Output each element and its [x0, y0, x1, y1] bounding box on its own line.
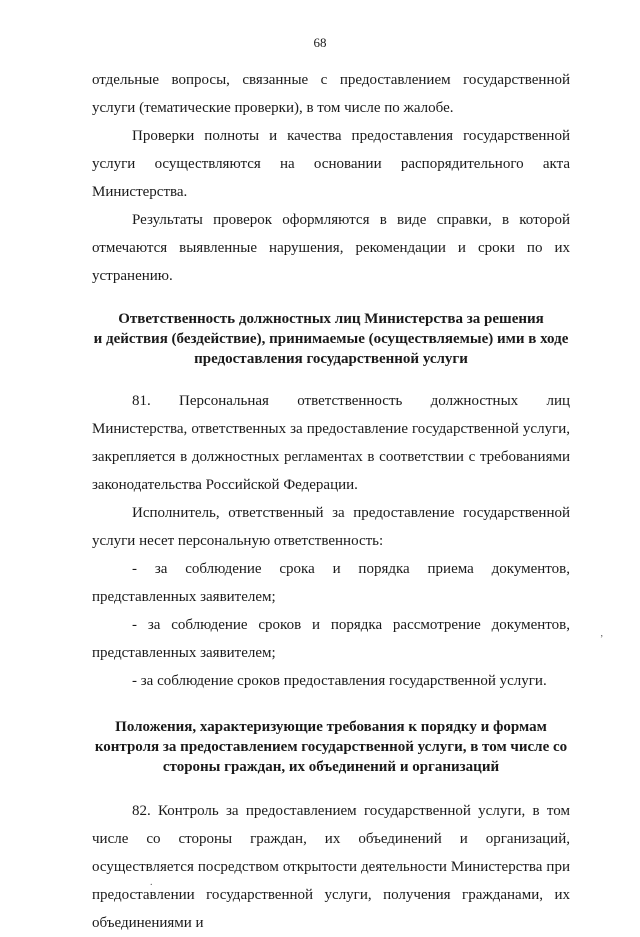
heading-line: предоставления государственной услуги	[194, 351, 468, 367]
paragraph-inspection-topics: отдельные вопросы, связанные с предоставлением государственной услуги (тематические проверки), в том числе по жалобе.	[92, 72, 570, 116]
heading-line: и действия (бездействие), принимаемые (осуществляемые) ими в ходе	[93, 331, 569, 347]
scan-mark: .	[150, 877, 153, 888]
paragraph-inspection-results: Результаты проверок оформляются в виде справки, в которой отмечаются выявленные нарушения, рекомендации и сроки по их устранению.	[92, 212, 570, 284]
document-body	[92, 66, 570, 937]
heading-line: стороны граждан, их объединений и организаций	[162, 759, 500, 775]
paragraph-executor-responsibility: Исполнитель, ответственный за предоставление государственной услуги несет персональную ответственность:	[92, 505, 570, 549]
section-heading-control-requirements	[92, 717, 570, 777]
paragraph-82-control: 82. Контроль за предоставлением государственной услуги, в том числе со стороны граждан, их объединений и организаций, осуществляется посредством открытости деятельности Министерства при предоставлении государственной услуги, получения гражданами, их объединениями и	[92, 803, 570, 931]
heading-line: Положения, характеризующие требования к порядку и формам	[115, 719, 547, 735]
heading-line: Ответственность должностных лиц Министерства за решения	[118, 311, 544, 327]
paragraph-inspection-basis: Проверки полноты и качества предоставления государственной услуги осуществляются на основании распорядительного акта Министерства.	[92, 128, 570, 200]
paragraph-81-personal-responsibility: 81. Персональная ответственность должностных лиц Министерства, ответственных за предоставление государственной услуги, закрепляется в должностных регламентах в соответствии с требованиями законодательства Российской Федерации.	[92, 393, 570, 493]
heading-line: контроля за предоставлением государственной услуги, в том числе со	[94, 739, 568, 755]
list-item-document-review: - за соблюдение сроков и порядка рассмотрение документов, представленных заявителем;	[92, 617, 570, 661]
section-heading-responsibility	[92, 309, 570, 369]
scan-mark: ’	[600, 634, 604, 645]
list-item-service-deadlines: - за соблюдение сроков предоставления государственной услуги.	[132, 673, 547, 689]
list-item-document-acceptance: - за соблюдение срока и порядка приема документов, представленных заявителем;	[92, 561, 570, 605]
page-number: 68	[313, 35, 327, 50]
